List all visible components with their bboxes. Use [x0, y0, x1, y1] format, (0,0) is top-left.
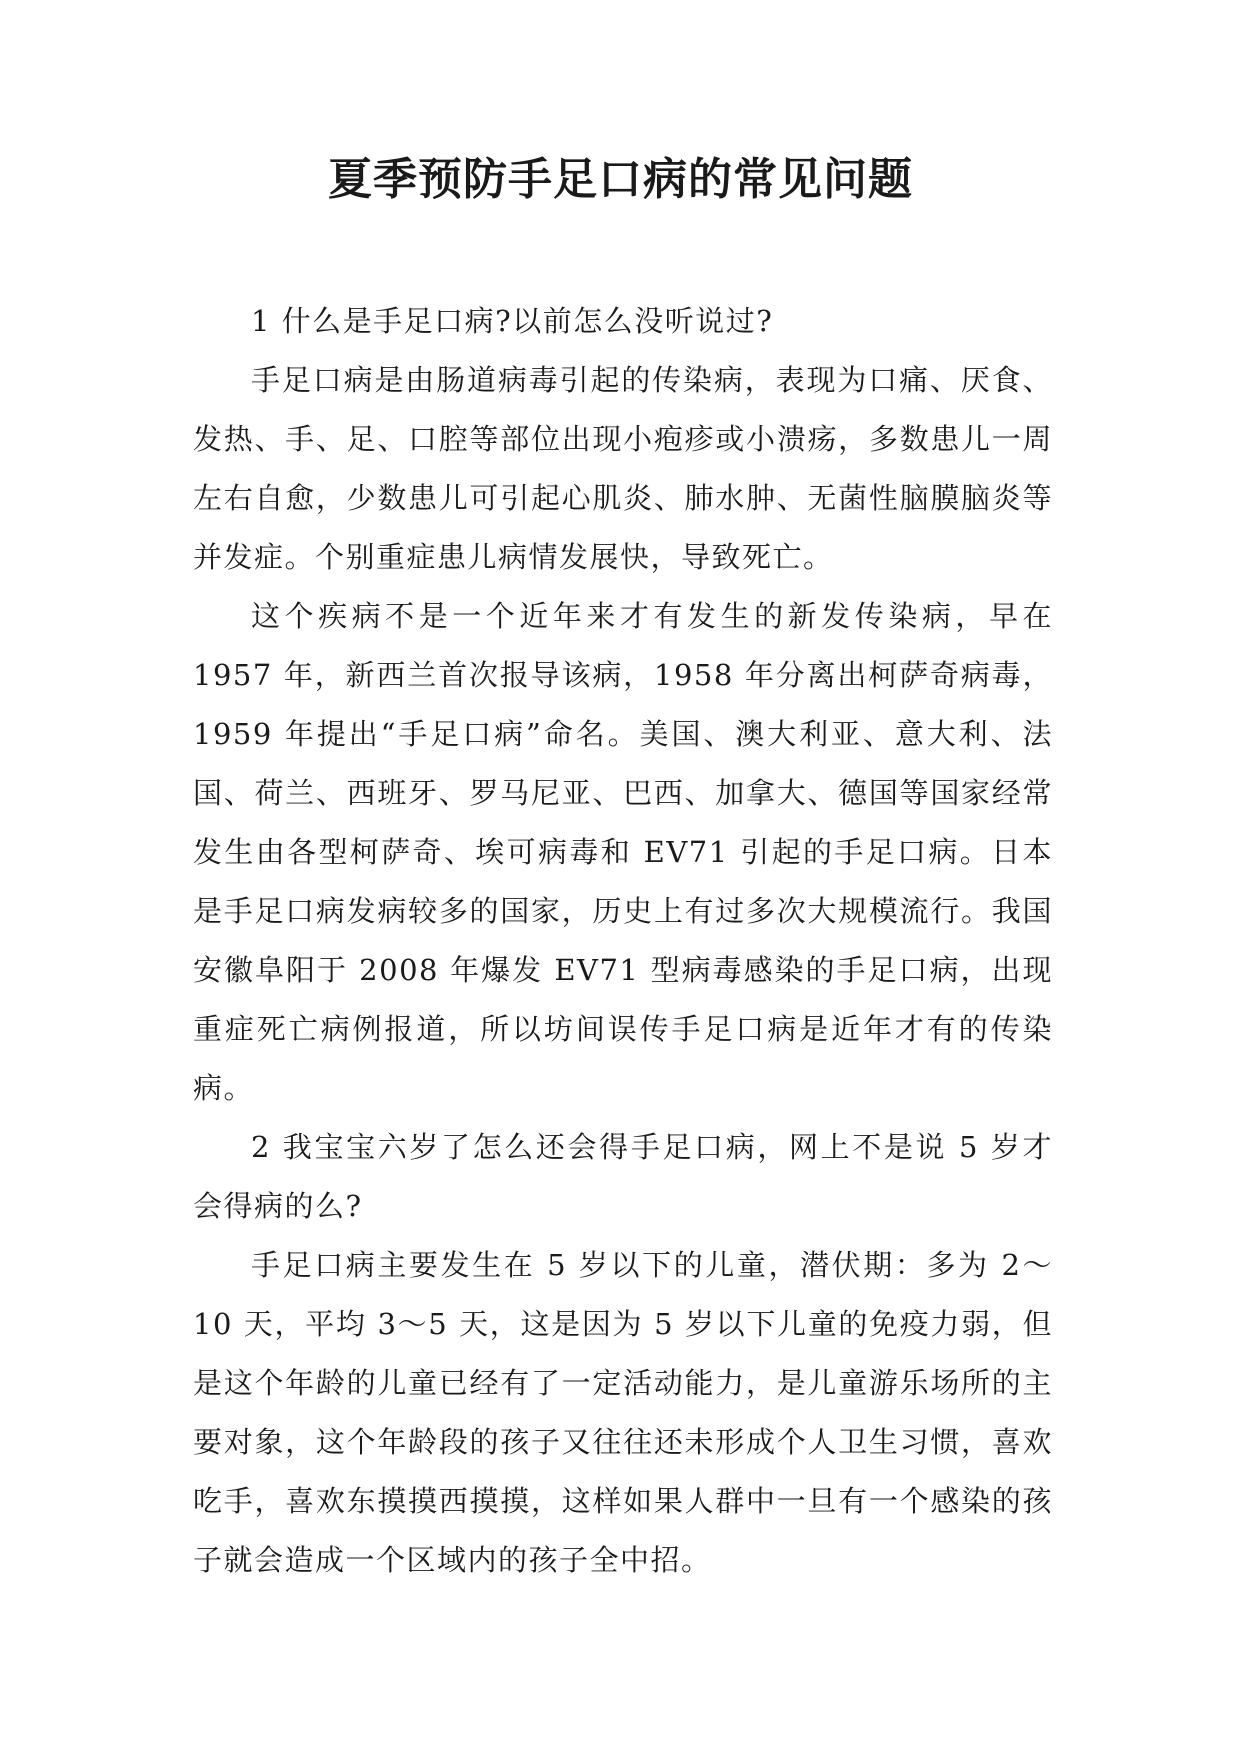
- paragraph-answer-1a: 手足口病是由肠道病毒引起的传染病，表现为口痛、厌食、发热、手、足、口腔等部位出现小疱疹或小溃疡，多数患儿一周左右自愈，少数患儿可引起心肌炎、肺水肿、无菌性脑膜脑炎等并发症。个别重症患儿病情发展快，导致死亡。: [193, 363, 1053, 574]
- paragraph-answer-2: 手足口病主要发生在 5 岁以下的儿童，潜伏期：多为 2～10 天，平均 3～5 天，这是因为 5 岁以下儿童的免疫力弱，但是这个年龄的儿童已经有了一定活动能力，是儿童游乐场所的主要对象，这个年龄段的孩子又往往还未形成个人卫生习惯，喜欢吃手，喜欢东摸摸西摸摸，这样如果人群中一旦有一个感染的孩子就会造成一个区域内的孩子全中招。: [193, 1248, 1053, 1577]
- paragraph-answer-1b: 这个疾病不是一个近年来才有发生的新发传染病，早在 1957 年，新西兰首次报导该病，1958 年分离出柯萨奇病毒，1959 年提出“手足口病”命名。美国、澳大利亚、意大利、法国、荷兰、西班牙、罗马尼亚、巴西、加拿大、德国等国家经常发生由各型柯萨奇、埃可病毒和 EV71 引起的手足口病。日本是手足口病发病较多的国家，历史上有过多次大规模流行。我国安徽阜阳于 2008 年爆发 EV71 型病毒感染的手足口病，出现重症死亡病例报道，所以坊间误传手足口病是近年才有的传染病。: [193, 599, 1053, 1105]
- document-body: [193, 292, 1053, 1590]
- question-1: 1 什么是手足口病?以前怎么没听说过?: [251, 304, 774, 338]
- question-2: 2 我宝宝六岁了怎么还会得手足口病，网上不是说 5 岁才会得病的么?: [193, 1130, 1053, 1223]
- document-title: 夏季预防手足口病的常见问题: [328, 154, 913, 205]
